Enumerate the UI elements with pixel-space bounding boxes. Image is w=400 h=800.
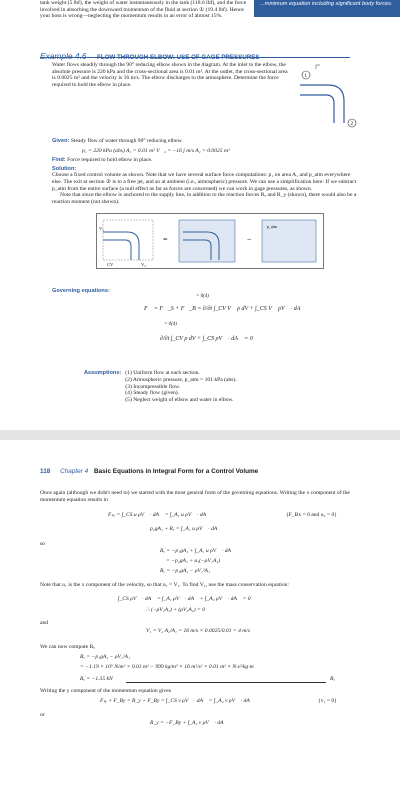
- find-label: Find:: [52, 157, 66, 164]
- top-paragraph: tank weight (5 lbf), the weight of water instantaneously in the tank (118.6 lbf), and the force involved in absorbing the downward momentum of the fluid at section ① (19.4 lbf). Hence your boss is wrong—neglecting the momentum results in an error of almost 15%.: [40, 0, 247, 20]
- paragraph-4: Writing the y component of the momentum equation gives: [40, 688, 171, 694]
- page-number: 118: [40, 468, 51, 475]
- eq-ry: R_y = −F_By + ∫_A₂ v ρV⃗ · dA⃗: [150, 720, 228, 726]
- example-label: Example 4.6: [40, 51, 87, 61]
- chapter-label: Chapter 4: [60, 468, 89, 475]
- cv-label: CV: [107, 262, 114, 267]
- control-volume-figure: [96, 213, 324, 269]
- word-so: so: [40, 541, 45, 547]
- result-rule: [126, 682, 326, 683]
- patm-label: p_atm: [267, 224, 277, 229]
- note-text: Note that since the elbow is anchored to the supply line, in addition to the reaction forces Rₓ and R_y (shown), there would also be a reaction moment (not shown).: [52, 192, 357, 205]
- given-block: [52, 138, 360, 205]
- eq-y-momentum: Fₛᵧ + F_By = R_y + F_By = ∫_CS v ρV⃗ · dA⃗ = ∫_A₂ v ρV⃗ · dA⃗: [100, 698, 255, 704]
- eq-x-momentum: Fₛₓ = ∫_CS u ρV⃗ · dA⃗ = ∫_A₁ u ρV⃗ · dA⃗: [108, 512, 211, 518]
- given-values: p₁ = 220 kPa (abs) A₁ = 0.01 m² V⃗₂ = −16 ĵ m/s A₂ = 0.0025 m²: [82, 147, 230, 154]
- assumptions-block: [82, 370, 362, 404]
- zero-mark-1: = 0(4): [196, 294, 209, 299]
- word-or: or: [40, 712, 45, 718]
- zero-mark-2: = 0(4): [164, 322, 177, 327]
- margin-tip: ...minimum equation including significant body forces.: [254, 0, 400, 17]
- elbow-inner-wall: [300, 95, 334, 123]
- svg-text:−: −: [247, 235, 252, 244]
- elbow-outer-wall: [300, 85, 344, 123]
- pressure-cv: [179, 220, 235, 262]
- elbow-left-outer: [103, 232, 139, 260]
- rx-tag: Rₓ: [330, 676, 336, 682]
- paragraph-1: Once again (although we didn't need to) we started with the most general form of the governing equations. Writing the x component of the momentum equation results in: [40, 490, 350, 503]
- assumption-2: (2) Atmospheric pressure, p_atm = 101 kPa (abs).: [125, 376, 237, 383]
- eq-mass-2: ∴ (−ρV₁A₁) + (ρV₂A₂) = 0: [146, 607, 205, 613]
- assumptions-label: Assumptions:: [84, 370, 122, 376]
- elbow-left-inner: [103, 240, 131, 260]
- find-text: Force required to hold elbow in place.: [67, 157, 153, 164]
- v2-label: V₂: [141, 262, 146, 267]
- page-gap: [0, 430, 400, 440]
- eq-calc-2: = −1.19 × 10⁵ N/m² × 0.01 m² − 999 kg/m³ × 16 m²/s² × 0.01 m² × N·s²/kg·m: [80, 664, 254, 670]
- eq-rx-2: = −p₁gA₁ + u₁(−ρV₁A₁): [166, 558, 221, 564]
- eq-rx-1: Rₓ = −p₁gA₁ + ∫_A₁ u ρV⃗ · dA⃗: [160, 548, 236, 554]
- eq-calc-1: Rₓ = −p₁gA₁ − ρV₁²A₁: [80, 654, 130, 660]
- eq-calc-3: Rₓ = −1.35 kN: [80, 676, 113, 682]
- assumption-1: (1) Uniform flow at each section.: [125, 370, 200, 376]
- v1-label: V₁: [99, 226, 104, 231]
- eq-x-result: p₁gA₁ + Rₓ = ∫_A₁ u ρV⃗ · dA⃗: [150, 526, 222, 532]
- governing-label: Governing equations:: [52, 288, 110, 294]
- given-label: Given:: [52, 138, 70, 144]
- momentum-equation: F⃗ = F⃗_S + F⃗_B = ∂/∂t ∫_CV V⃗ ρ dV + ∫_CS V⃗ ρV⃗ · dA⃗: [144, 306, 306, 312]
- svg-text:2: 2: [350, 122, 353, 127]
- eq-mass-1: ∫_CS ρV⃗ · dA⃗ = ∫_A₁ ρV⃗ · dA⃗ + ∫_A₂ ρV⃗ · dA⃗ = 0: [118, 596, 251, 602]
- elbow-figure: [298, 63, 360, 131]
- word-and: and: [40, 620, 49, 626]
- solution-label: Solution:: [52, 165, 77, 172]
- assumption-4: (4) Steady flow (given).: [125, 390, 180, 397]
- running-header: [40, 468, 360, 478]
- paragraph-2: Note that u₁ is the x component of the velocity, so that u₁ = V₁. To find V₁, use the mass conservation equation:: [40, 582, 289, 588]
- solution-text: Choose a fixed control volume as shown. Note that we have several surface force computations: p₁ on area A₁ and p_atm everywhere else. The exit at section ② is to a free jet, and so at ambient (i.e., atmospheric) pressure. We can use a simplification here: If we subtract p_atm from the entire surface (a null effect as far as forces are concerned) we can work in gage pressures, as shown.: [52, 172, 357, 192]
- eq-y-note: {v₁ = 0}: [318, 698, 337, 704]
- example-heading: [40, 46, 350, 61]
- eq-v1: V₁ = V₂ A₂/A₁ = 16 m/s × 0.0025/0.01 = 4 m/s: [146, 628, 251, 634]
- svg-text:1: 1: [304, 74, 307, 79]
- chapter-title: Basic Equations in Integral Form for a Control Volume: [93, 468, 259, 475]
- axis-y: [316, 65, 320, 69]
- given-text: Steady flow of water through 90° reducing elbow.: [70, 138, 183, 144]
- continuity-equation: ∂/∂t ∫_CV ρ dV + ∫_CS ρV⃗ · dA⃗ = 0: [160, 336, 253, 342]
- equals-sign: =: [163, 235, 168, 244]
- page-lower: [0, 440, 400, 800]
- problem-statement: Water flows steadily through the 90° reducing elbow shown in the diagram. At the inlet to the elbow, the absolute pressure is 220 kPa and the cross-sectional area is 0.01 m². At the outlet, the cross-sectional area is 0.0025 m² and the velocity is 16 m/s. The elbow discharges to the atmosphere. Determine the force required to hold the elbow in place.: [52, 62, 288, 88]
- assumption-3: (3) Incompressible flow.: [125, 383, 181, 390]
- eq-x-note: {F_Bx = 0 and u₂ = 0}: [286, 512, 337, 518]
- example-title: FLOW THROUGH ELBOW: USE OF GAGE PRESSURES: [97, 54, 260, 61]
- assumption-5: (5) Neglect weight of elbow and water in elbow.: [125, 397, 234, 404]
- paragraph-3: We can now compute Rₓ: [40, 644, 95, 650]
- eq-rx-3: Rₓ = −p₁gA₁ − ρV₁²A₁: [160, 568, 210, 574]
